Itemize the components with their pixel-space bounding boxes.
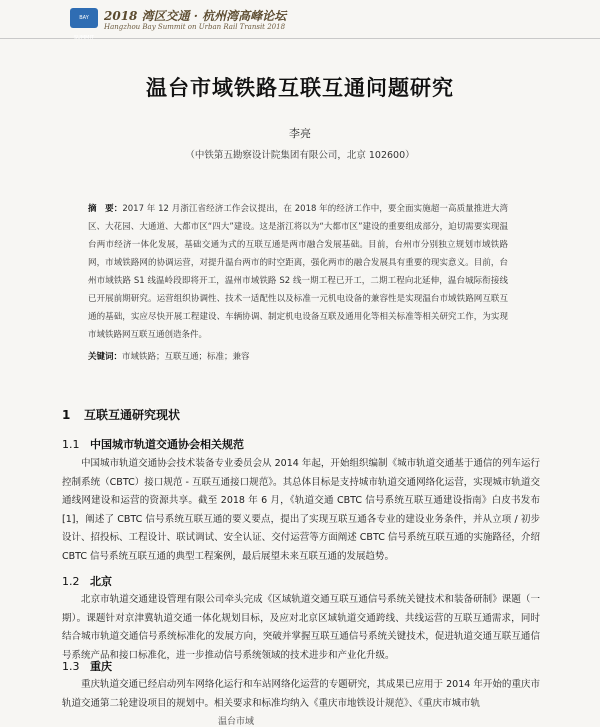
- abstract-text: 2017 年 12 月浙江省经济工作会议提出，在 2018 年的经济工作中，要全面实施超一高质量推进大湾区、大花园、大通道、大都市区“四大”建设。这是浙江将以为“大都市区”建设的重要组成部分，迫切需要实现温台两市经济一体化发展，基础交通为式的互联互通是两市融合发展基础。目前，台州市分别独立规划市域铁路网，市域铁路网的协调运营，对提升温台两市的时空距离，强化两市的融合发展具有重要的现实意义。目前，台州市域铁路 S1 线温岭段即将开工，温州市域铁路 S2 线一期工程已开工，二期工程向北延伸，温台城际衔接线已开展前期研究。运营组织协调性、技术一适配性以及标准一元机电设备的兼容性是实现温台市域铁路网互联互通的基础，实应尽快开展工程建设、车辆协调、制定机电设备互联及通用化等相关标准等相关研究工作，为实现市域铁路网互联互通创造条件。: [88, 204, 508, 340]
- subsection-title: 重庆: [90, 660, 112, 673]
- subsection-heading-1-3: [62, 658, 112, 674]
- subsection-number: 1.1: [62, 438, 80, 451]
- section-title: 互联互通研究现状: [84, 408, 181, 422]
- subsection-number: 1.2: [62, 575, 80, 588]
- subsection-heading-1-1: [62, 436, 244, 452]
- subsection-number: 1.3: [62, 660, 80, 673]
- paper-author: 李亮: [289, 127, 311, 140]
- abstract-label: 摘 要：: [88, 204, 123, 214]
- bottom-fragment: 温台市域: [218, 717, 255, 727]
- section-number: 1: [62, 408, 71, 422]
- abstract: [88, 200, 508, 344]
- paper-title: 温台市域铁路互联互通问题研究: [146, 76, 454, 100]
- subsection-title: 中国城市轨道交通协会相关规范: [90, 438, 244, 451]
- conference-subtitle: Hangzhou Bay Summit on Urban Rail Transit 2018: [104, 23, 286, 31]
- paragraph-1-1: 中国城市轨道交通协会技术装备专业委员会从 2014 年起，开始组织编制《城市轨道交通基于通信的列车运行控制系统（CBTC）接口规范 - 互联互通接口规范》。其总体目标是支持城市轨道交通网络化运营，实现城市轨道交通线网建设和运营的资源共享。截至 2018 年 6 月，《轨道交通 CBTC 信号系统互联互通建设指南》白皮书发布 [1]，阐述了 CBTC 信号系统互联互通的要义要点，提出了实现互联互通各专业的建设业务条件，并从立项 / 初步设计、招投标、工程设计、联试调试、安全认证、交付运营等方面阐述 CBTC 信号系统互联互通的实施路径，介绍 CBTC 信号系统互联互通的典型工程案例，最后展望未来互联互通的发展趋势。: [62, 458, 540, 562]
- keywords-text: 市域铁路；互联互通；标准；兼容: [122, 352, 250, 362]
- subsection-title: 北京: [90, 575, 112, 588]
- conference-logo: BAY SUMMIT: [70, 8, 98, 28]
- keywords: [88, 350, 508, 362]
- section-heading: [62, 406, 180, 423]
- keywords-label: 关键词：: [88, 352, 123, 362]
- paragraph-1-2: 北京市轨道交通建设管理有限公司牵头完成《区域轨道交通互联互通信号系统关键技术和装备研制》课题（一期）。课题针对京津冀轨道交通一体化规划目标，及应对北京区域轨道交通跨线、共线运营的互联互通需求，同时结合城市轨道交通信号系统标准化的发展方向，突破并掌握互联互通信号系统关键技术，促进轨道交通互联互通信号系统产品和接口标准化，进一步推动信号系统领域的技术进步和产业化升级。: [62, 594, 540, 661]
- conference-title: 2018 湾区交通 · 杭州湾高峰论坛: [104, 9, 287, 23]
- subsection-heading-1-2: [62, 573, 112, 589]
- paragraph-1-3: 重庆轨道交通已经启动列车网络化运行和车站网络化运营的专题研究，其成果已应用于 2014 年开始的重庆市轨道交通第二轮建设项目的规划中。相关要求和标准均纳入《重庆市地铁设计规范》、《重庆市城市轨: [62, 679, 540, 709]
- paper-affiliation: （中铁第五勘察设计院集团有限公司，北京 102600）: [185, 150, 415, 161]
- conference-header: [0, 0, 600, 39]
